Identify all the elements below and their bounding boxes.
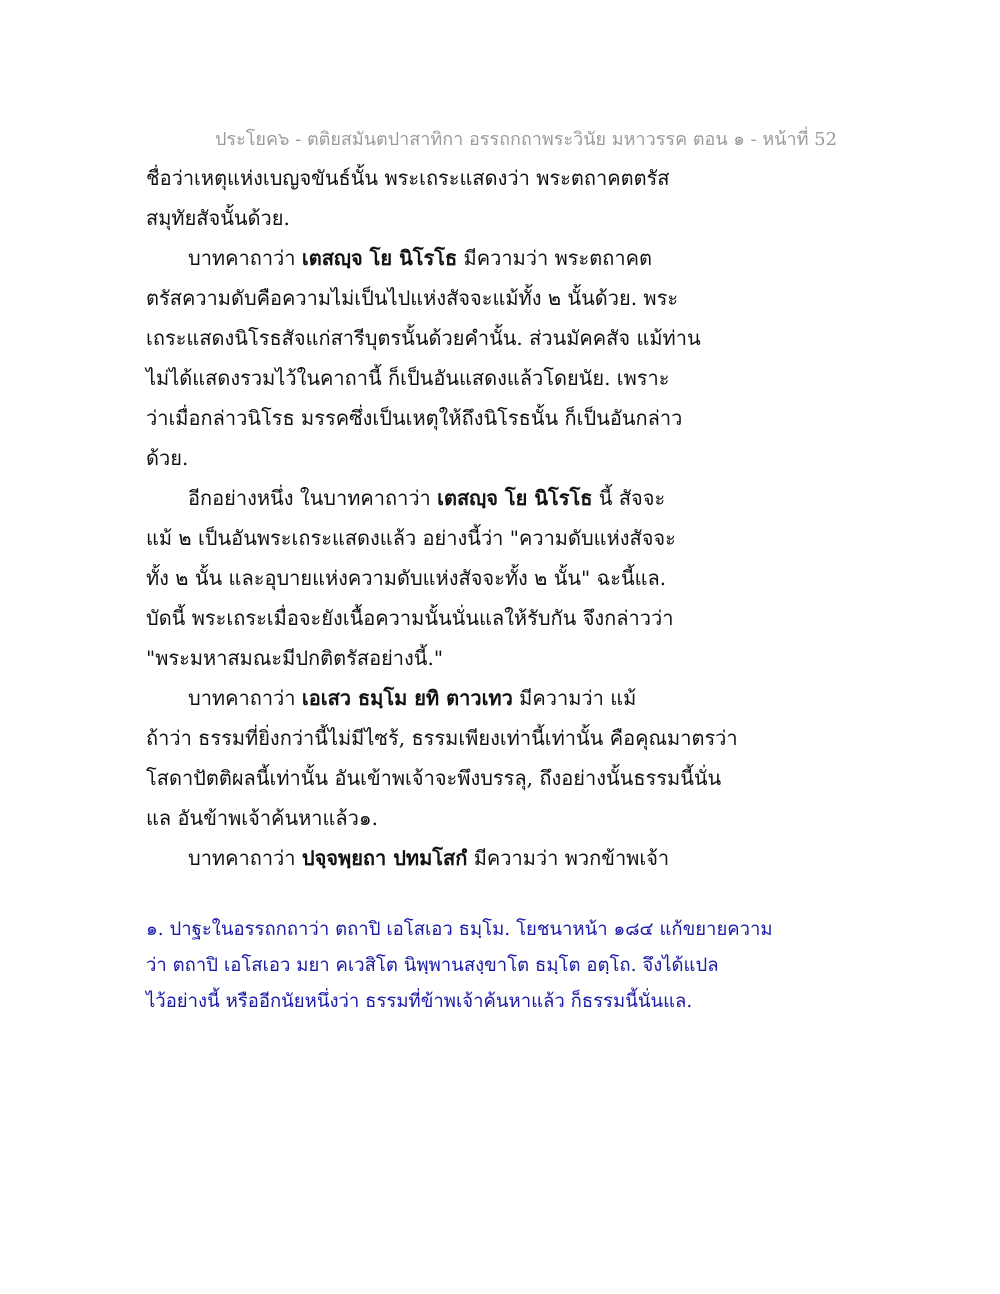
- text-line: เถระแสดงนิโรธสัจแก่สารีบุตรนั้นด้วยคำนั้น. ส่วนมัคคสัจ แม้ท่าน: [146, 326, 701, 350]
- text-line: ไม่ได้แสดงรวมไว้ในคาถานี้ ก็เป็นอันแสดงแล้วโดยนัย. เพราะ: [146, 366, 670, 390]
- text-segment: บาทคาถาว่า: [188, 246, 302, 270]
- text-segment: มีความว่า แม้: [512, 686, 637, 710]
- pali-term: เตสญฺจ โย นิโรโธ: [437, 486, 593, 510]
- pali-term: ปจฺจพฺยถา ปทมโสกํ: [301, 846, 468, 870]
- paragraph-start: [146, 678, 746, 718]
- text-line: ว่าเมื่อกล่าวนิโรธ มรรคซึ่งเป็นเหตุให้ถึงนิโรธนั้น ก็เป็นอันกล่าว: [146, 406, 683, 430]
- text-segment: มีความว่า พระตถาคต: [457, 246, 652, 270]
- text-line: "พระมหาสมณะมีปกติตรัสอย่างนี้.": [146, 646, 444, 670]
- text-line: ชื่อว่าเหตุแห่งเบญจขันธ์นั้น พระเถระแสดงว่า พระตถาคตตรัส: [146, 166, 670, 190]
- text-line: ถ้าว่า ธรรมที่ยิ่งกว่านี้ไม่มีไซร้, ธรรมเพียงเท่านี้เท่านั้น คือคุณมาตรว่า: [146, 726, 738, 750]
- paragraph-start: [146, 238, 746, 278]
- footnote-line: ๑. ปาฐะในอรรถกถาว่า ตถาปิ เอโสเอว ธมฺโม. โยชนาหน้า ๑๘๔ แก้ขยายความ: [146, 919, 773, 940]
- paragraph-start: [146, 838, 746, 878]
- footnotes: [146, 912, 773, 1020]
- text-segment: บาทคาถาว่า: [188, 846, 302, 870]
- pali-term: เอเสว ธมฺโม ยทิ ตาวเทว: [301, 686, 513, 710]
- text-line: บัดนี้ พระเถระเมื่อจะยังเนื้อความนั้นนั่นแลให้รับกัน จึงกล่าวว่า: [146, 606, 674, 630]
- text-line: แม้ ๒ เป็นอันพระเถระแสดงแล้ว อย่างนี้ว่า "ความดับแห่งสัจจะ: [146, 526, 676, 550]
- footnote-line: ว่า ตถาปิ เอโสเอว มยา คเวสิโต นิพฺพานสงฺขาโต ธมฺโต อตฺโถ. จึงได้แปล: [146, 955, 719, 976]
- body-text: [146, 158, 746, 878]
- page-header: ประโยค๖ - ตติยสมันตปาสาทิกา อรรถกถาพระวินัย มหาวรรค ตอน ๑ - หน้าที่ 52: [215, 129, 838, 150]
- text-line: สมุทัยสัจนั้นด้วย.: [146, 206, 290, 230]
- text-line: แล อันข้าพเจ้าค้นหาแล้ว๑.: [146, 806, 378, 830]
- text-segment: มีความว่า พวกข้าพเจ้า: [467, 846, 670, 870]
- footnote-line: ไว้อย่างนี้ หรืออีกนัยหนึ่งว่า ธรรมที่ข้าพเจ้าค้นหาแล้ว ก็ธรรมนี้นั่นแล.: [146, 991, 693, 1012]
- text-segment: อีกอย่างหนึ่ง ในบาทคาถาว่า: [188, 486, 438, 510]
- text-line: โสดาปัตติผลนี้เท่านั้น อันเข้าพเจ้าจะพึงบรรลุ, ถึงอย่างนั้นธรรมนี้นั่น: [146, 766, 722, 790]
- text-segment: บาทคาถาว่า: [188, 686, 302, 710]
- text-line: ด้วย.: [146, 446, 189, 470]
- pali-term: เตสญฺจ โย นิโรโธ: [301, 246, 458, 270]
- text-line: ตรัสความดับคือความไม่เป็นไปแห่งสัจจะแม้ทั้ง ๒ นั้นด้วย. พระ: [146, 286, 679, 310]
- text-segment: นี้ สัจจะ: [592, 486, 666, 510]
- paragraph-start: [146, 478, 746, 518]
- text-line: ทั้ง ๒ นั้น และอุบายแห่งความดับแห่งสัจจะทั้ง ๒ นั้น" ฉะนี้แล.: [146, 566, 667, 590]
